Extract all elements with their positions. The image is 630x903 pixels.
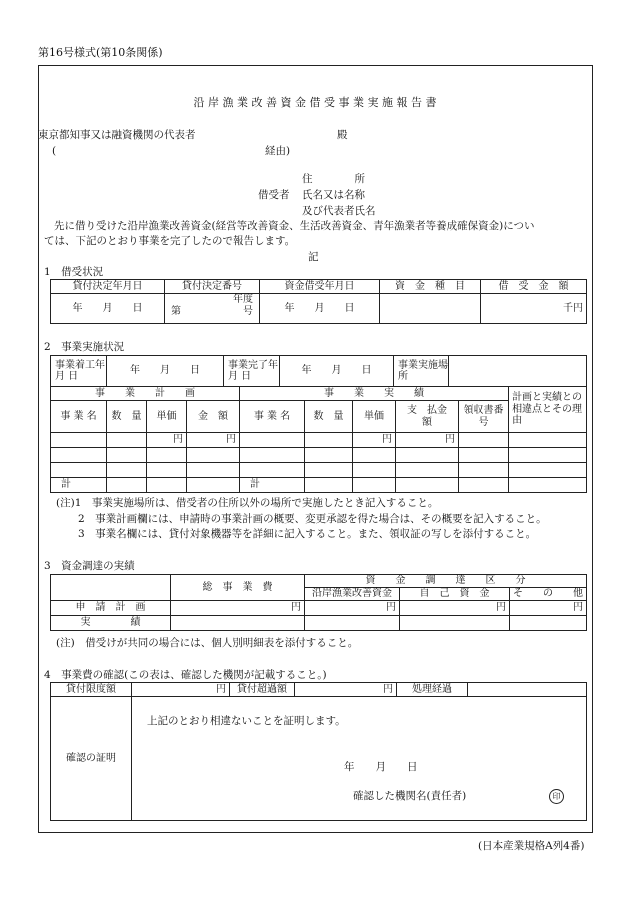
table-cell[interactable] xyxy=(353,448,396,463)
table-cell[interactable] xyxy=(240,448,305,463)
result-qty-cell[interactable] xyxy=(305,433,353,448)
plan-own-fund[interactable]: 円 xyxy=(400,601,510,616)
section4-heading: 4 事業費の確認(この表は、確認した機関が記載すること。) xyxy=(44,669,327,681)
col-own-fund: 自 己 資 金 xyxy=(400,588,510,601)
limit-label: 貸付限度額 xyxy=(51,683,132,697)
via-label: 経由) xyxy=(265,145,291,157)
seal-icon: 印 xyxy=(549,789,564,804)
excess-field[interactable]: 円 xyxy=(295,683,397,697)
dai-label: 第 xyxy=(171,305,181,317)
section2-note-2: 2 事業計画欄には、申請時の事業計画の概要、変更承認を得た場合は、その概要を記入すること。 xyxy=(78,513,547,525)
table-row[interactable] xyxy=(51,463,107,478)
section3-heading: 3 資金調達の実績 xyxy=(44,560,135,572)
table-cell[interactable] xyxy=(147,463,187,478)
result-total-label: 計 xyxy=(240,478,305,493)
table-cell[interactable] xyxy=(509,448,587,463)
limit-field[interactable]: 円 xyxy=(132,683,230,697)
honorific: 殿 xyxy=(337,129,348,141)
result-total-paid[interactable] xyxy=(396,478,459,493)
process-field[interactable] xyxy=(468,683,587,697)
intro-line-1: 先に借り受けた沿岸漁業改善資金(経営等改善資金、生活改善資金、青年漁業者等養成確保資金)につい xyxy=(54,220,535,232)
section1-heading: 1 借受状況 xyxy=(44,266,104,278)
result-total-price[interactable] xyxy=(353,478,396,493)
result-paid-col: 支 払金 額 xyxy=(396,401,459,433)
col-fund-type: 資 金 種 目 xyxy=(380,280,481,294)
decision-date-field[interactable]: 年 月 日 xyxy=(51,294,165,324)
table-cell[interactable] xyxy=(509,463,587,478)
table-cell[interactable] xyxy=(305,448,353,463)
certification-date: 年 月 日 xyxy=(344,761,418,773)
table-cell[interactable] xyxy=(107,463,147,478)
plan-total-cost[interactable]: 円 xyxy=(171,601,305,616)
result-header: 事 業 実 績 xyxy=(240,387,509,401)
via-open: ( xyxy=(52,145,57,157)
end-date-field[interactable]: 年 月 日 xyxy=(280,356,394,387)
total-cost-header: 総 事 業 費 xyxy=(171,575,305,601)
result-receipt-cell[interactable] xyxy=(459,433,509,448)
plan-total-label: 計 xyxy=(51,478,107,493)
go-label: 号 xyxy=(243,305,253,317)
plan-name-col: 事 業 名 xyxy=(51,401,107,433)
section2-note-3: 3 事業名欄には、貸付対象機器等を詳細に記入すること。また、領収証の写しを添付すること。 xyxy=(78,528,537,540)
funding-table xyxy=(50,574,587,631)
row-plan-label: 申 請 計 画 xyxy=(51,601,171,616)
funding-corner xyxy=(51,575,171,601)
plan-coastal-fund[interactable]: 円 xyxy=(305,601,400,616)
table-cell[interactable] xyxy=(305,463,353,478)
borrow-amount-field[interactable]: 千円 xyxy=(481,294,587,324)
result-other-fund[interactable] xyxy=(510,616,587,631)
table-cell[interactable] xyxy=(396,463,459,478)
borrow-date-field[interactable]: 年 月 日 xyxy=(260,294,380,324)
table-cell[interactable] xyxy=(107,448,147,463)
plan-qty-cell[interactable] xyxy=(107,433,147,448)
table-cell[interactable] xyxy=(187,463,240,478)
table-cell[interactable] xyxy=(187,448,240,463)
place-field[interactable] xyxy=(449,356,587,387)
borrower-label: 借受者 xyxy=(258,189,290,201)
row-result-label: 実 績 xyxy=(51,616,171,631)
certifying-organization: 確認した機関名(責任者) xyxy=(353,790,467,802)
section3-note: (注) 借受けが共同の場合には、個人別明細表を添付すること。 xyxy=(56,637,359,649)
plan-name-cell[interactable] xyxy=(51,433,107,448)
result-unit-price-cell[interactable]: 円 xyxy=(353,433,396,448)
table-row[interactable] xyxy=(51,448,107,463)
result-paid-cell[interactable]: 円 xyxy=(396,433,459,448)
plan-total-qty[interactable] xyxy=(107,478,147,493)
plan-unit-price-col: 単価 xyxy=(147,401,187,433)
result-receipt-col: 領収書番 号 xyxy=(459,401,509,433)
result-name-cell[interactable] xyxy=(240,433,305,448)
process-label: 処理経過 xyxy=(397,683,468,697)
decision-number-field[interactable] xyxy=(165,294,260,324)
result-total-cost[interactable] xyxy=(171,616,305,631)
plan-unit-price-cell[interactable]: 円 xyxy=(147,433,187,448)
reason-header: 計画と実績との相違点とその理由 xyxy=(509,387,587,433)
plan-header: 事 業 計 画 xyxy=(51,387,240,401)
implementation-header-table xyxy=(50,355,587,387)
end-date-label: 事業完了年 月 日 xyxy=(224,356,280,387)
start-date-label: 事業着工年 月 日 xyxy=(51,356,107,387)
excess-label: 貸付超過額 xyxy=(230,683,295,697)
borrower-name: 氏名又は名称 xyxy=(302,189,365,201)
table-cell[interactable] xyxy=(396,448,459,463)
certification-text: 上記のとおり相違ないことを証明します。 xyxy=(147,715,346,727)
result-qty-col: 数 量 xyxy=(305,401,353,433)
result-own-fund[interactable] xyxy=(400,616,510,631)
result-unit-price-col: 単価 xyxy=(353,401,396,433)
intro-line-2: ては、下記のとおり事業を完了したので報告します。 xyxy=(44,235,296,247)
plan-total-amount[interactable] xyxy=(187,478,240,493)
col-borrow-date: 資金借受年月日 xyxy=(260,280,380,294)
table-cell[interactable] xyxy=(353,463,396,478)
certification-label: 確認の証明 xyxy=(51,697,132,821)
table-cell[interactable] xyxy=(459,448,509,463)
plan-amount-cell[interactable]: 円 xyxy=(187,433,240,448)
result-total-receipt[interactable] xyxy=(459,478,509,493)
result-name-col: 事 業 名 xyxy=(240,401,305,433)
section2-heading: 2 事業実施状況 xyxy=(44,341,125,353)
col-borrow-amount: 借 受 金 額 xyxy=(481,280,587,294)
result-coastal-fund[interactable] xyxy=(305,616,400,631)
reason-cell[interactable] xyxy=(509,433,587,448)
confirmation-table xyxy=(50,682,587,821)
col-decision-number: 貸付決定番号 xyxy=(165,280,260,294)
paper-size-note: (日本産業規格A列4番) xyxy=(478,840,585,852)
plan-amount-col: 金 額 xyxy=(187,401,240,433)
start-date-field[interactable]: 年 月 日 xyxy=(107,356,224,387)
section2-note-1: (注)1 事業実施場所は、借受者の住所以外の場所で実施したとき記入すること。 xyxy=(56,497,439,509)
table-cell[interactable] xyxy=(147,448,187,463)
col-coastal-fund: 沿岸漁業改善資金 xyxy=(305,588,400,601)
col-decision-date: 貸付決定年月日 xyxy=(51,280,165,294)
fund-type-field[interactable] xyxy=(380,294,481,324)
form-title: 沿 岸 漁 業 改 善 資 金 借 受 事 業 実 施 報 告 書 xyxy=(193,96,437,109)
borrower-address: 住 所 xyxy=(302,173,365,185)
plan-other-fund[interactable]: 円 xyxy=(510,601,587,616)
result-total-reason[interactable] xyxy=(509,478,587,493)
ki-heading: 記 xyxy=(308,251,319,263)
breakdown-header: 資 金 調 達 区 分 xyxy=(305,575,587,588)
place-label: 事業実施場 所 xyxy=(394,356,449,387)
plan-result-table xyxy=(50,386,587,493)
borrower-rep: 及び代表者氏名 xyxy=(302,205,376,217)
plan-total-price[interactable] xyxy=(147,478,187,493)
addressee: 東京都知事又は融資機関の代表者 xyxy=(38,129,196,141)
form-number: 第16号様式(第10条関係) xyxy=(38,46,163,59)
nendo-label: 年度 xyxy=(233,294,253,305)
table-cell[interactable] xyxy=(240,463,305,478)
table-cell[interactable] xyxy=(459,463,509,478)
col-other-fund: そ の 他 xyxy=(510,588,587,601)
plan-qty-col: 数 量 xyxy=(107,401,147,433)
result-total-qty[interactable] xyxy=(305,478,353,493)
loan-status-table xyxy=(50,279,587,324)
